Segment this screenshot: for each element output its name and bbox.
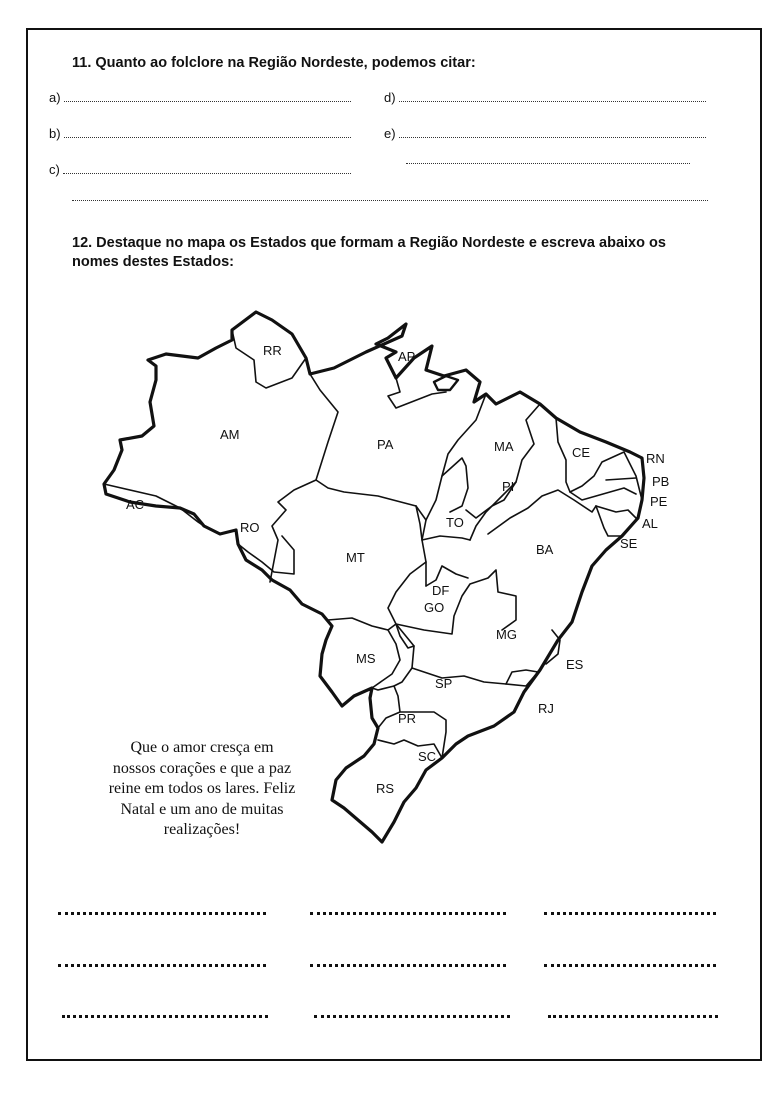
- state-label-rr: RR: [263, 343, 282, 358]
- state-label-mg: MG: [496, 627, 517, 642]
- answer-line-g[interactable]: [72, 199, 708, 204]
- state-label-rs: RS: [376, 781, 395, 796]
- state-label-rj: RJ: [538, 701, 554, 716]
- item-label-b: b): [49, 126, 61, 141]
- message-line-4: Natal e um ano de muitas: [120, 800, 284, 818]
- state-label-se: SE: [620, 536, 638, 551]
- item-label-a: a): [49, 90, 61, 105]
- state-label-al: AL: [642, 516, 658, 531]
- state-answer-line-9[interactable]: [548, 1013, 718, 1018]
- state-label-pi: PI: [502, 479, 515, 494]
- question-11-title: 11. Quanto ao folclore na Região Nordeste, podemos citar:: [72, 55, 476, 71]
- state-label-go: GO: [424, 600, 445, 615]
- answer-line-e[interactable]: [384, 126, 706, 141]
- state-label-sp: SP: [435, 676, 453, 691]
- state-labels: [126, 343, 669, 796]
- state-label-to: TO: [446, 515, 464, 530]
- state-label-es: ES: [566, 657, 584, 672]
- state-answer-line-2[interactable]: [310, 910, 506, 915]
- state-label-ma: MA: [494, 439, 514, 454]
- state-answer-line-8[interactable]: [314, 1013, 510, 1018]
- christmas-message: [78, 738, 326, 841]
- answer-line-a[interactable]: [49, 90, 351, 105]
- state-label-mt: MT: [346, 550, 365, 565]
- state-answer-line-4[interactable]: [58, 962, 266, 967]
- state-answer-line-7[interactable]: [62, 1013, 268, 1018]
- message-line-1: Que o amor cresça em: [130, 739, 274, 756]
- state-label-pa: PA: [377, 437, 394, 452]
- state-label-am: AM: [220, 427, 240, 442]
- state-answer-line-3[interactable]: [544, 910, 716, 915]
- state-label-ac: AC: [126, 497, 145, 512]
- state-label-ms: MS: [356, 651, 376, 666]
- state-answer-line-5[interactable]: [310, 962, 506, 967]
- state-label-pr: PR: [398, 711, 417, 726]
- state-label-sc: SC: [418, 749, 437, 764]
- state-label-ro: RO: [240, 520, 260, 535]
- item-label-e: e): [384, 126, 396, 141]
- answer-line-b[interactable]: [49, 126, 351, 141]
- state-label-ap: AP: [398, 349, 416, 364]
- message-line-5: realizações!: [163, 821, 241, 838]
- answer-line-c[interactable]: [49, 162, 351, 177]
- state-label-ba: BA: [536, 542, 554, 557]
- item-label-c: c): [49, 162, 60, 177]
- state-label-ce: CE: [572, 445, 591, 460]
- question-12-line2: nomes destes Estados:: [72, 254, 234, 270]
- state-answer-line-6[interactable]: [544, 962, 716, 967]
- state-label-df: DF: [432, 583, 450, 598]
- question-12-line1: 12. Destaque no mapa os Estados que formam a Região Nordeste e escreva abaixo os: [72, 235, 666, 251]
- state-label-rn: RN: [646, 451, 665, 466]
- message-line-2: nossos corações e que a paz: [112, 759, 292, 777]
- state-label-pb: PB: [652, 474, 670, 489]
- state-answer-line-1[interactable]: [58, 910, 266, 915]
- state-label-pe: PE: [650, 494, 668, 509]
- item-label-d: d): [384, 90, 396, 105]
- message-line-3: reine em todos os lares. Feliz: [108, 780, 296, 797]
- answer-line-d[interactable]: [384, 90, 706, 105]
- answer-line-f[interactable]: [406, 162, 690, 167]
